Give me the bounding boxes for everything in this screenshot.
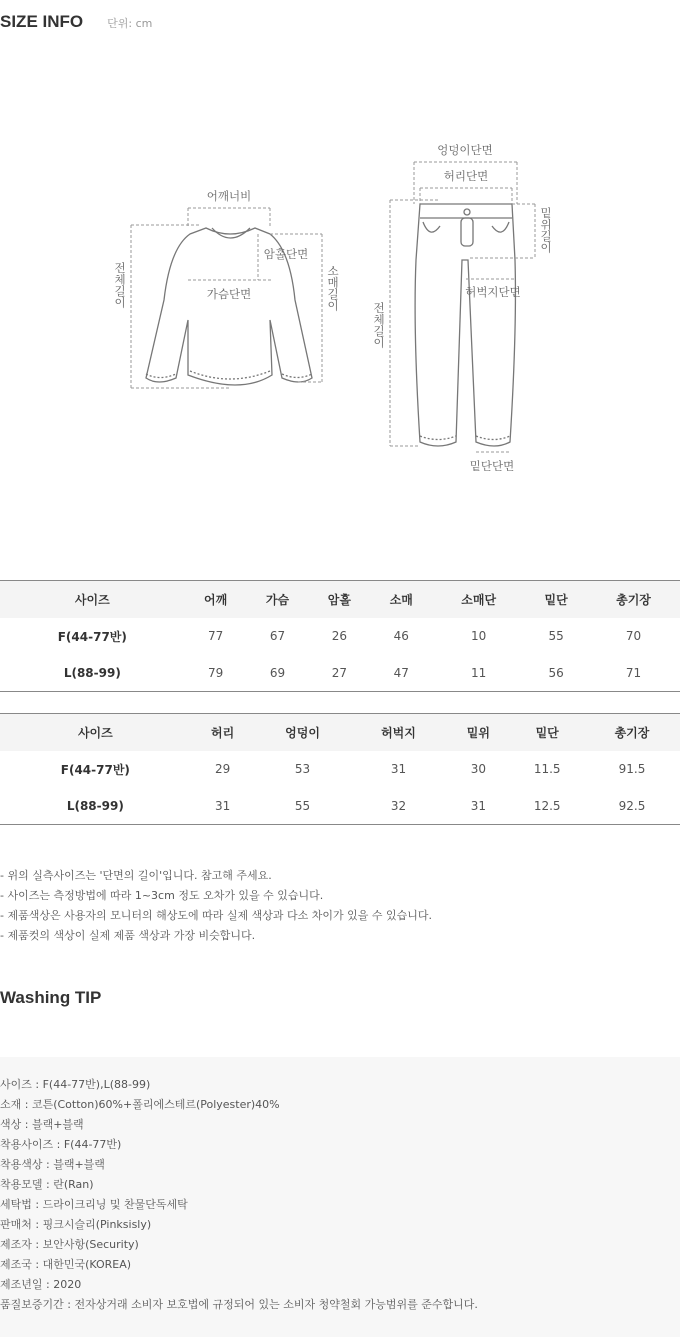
size-info-header xyxy=(0,12,152,32)
column-header: 엉덩이 xyxy=(255,714,351,751)
info-line: 소재 : 코튼(Cotton)60%+폴리에스테르(Polyester)40% xyxy=(0,1098,280,1111)
product-info-box xyxy=(0,1057,680,1337)
pants-illustration xyxy=(415,204,515,446)
table-cell: 31 xyxy=(215,798,231,813)
shoulder-width-label: 어깨너비 xyxy=(206,189,252,203)
hem-width-label: 밑단단면 xyxy=(469,459,515,473)
table-cell: F(44-77반) xyxy=(57,629,127,644)
column-header: 소매 xyxy=(370,581,432,618)
armhole-label: 암홀단면 xyxy=(263,247,309,261)
top-size-table xyxy=(0,580,680,692)
measurement-diagram xyxy=(0,130,680,480)
table-cell: 56 xyxy=(548,665,564,680)
table-cell: 55 xyxy=(548,629,564,643)
column-header: 가슴 xyxy=(247,581,309,618)
thigh-width-label: 허벅지단면 xyxy=(465,285,521,299)
pants-measure-lines xyxy=(390,162,535,452)
table-cell: 71 xyxy=(625,665,642,680)
table-cell: 31 xyxy=(390,762,407,776)
size-info-title: SIZE INFO xyxy=(0,12,84,31)
washing-tip-title: Washing TIP xyxy=(0,988,102,1007)
info-line: 판매처 : 핑크시슬리(Pinksisly) xyxy=(0,1218,152,1231)
info-line: 제조자 : 보안사항(Security) xyxy=(0,1238,139,1251)
table-cell: 10 xyxy=(471,629,487,643)
column-header: 허벅지 xyxy=(351,714,447,751)
size-notes xyxy=(0,866,432,946)
column-header: 밑단 xyxy=(525,581,587,618)
info-line: 제조국 : 대한민국(KOREA) xyxy=(0,1258,132,1271)
table-header-row xyxy=(0,581,680,618)
hip-width-label: 엉덩이단면 xyxy=(437,143,493,157)
info-line: 사이즈 : F(44-77반),L(88-99) xyxy=(0,1078,151,1091)
info-line: 착용사이즈 : F(44-77반) xyxy=(0,1138,122,1151)
column-header: 암홀 xyxy=(308,581,370,618)
table-cell: 79 xyxy=(207,665,224,680)
info-line: 착용모델 : 란(Ran) xyxy=(0,1178,94,1191)
table-cell: 31 xyxy=(470,798,487,813)
table-cell: 30 xyxy=(470,762,487,776)
table-cell: 53 xyxy=(294,762,311,776)
column-header: 허리 xyxy=(191,714,255,751)
column-header: 사이즈 xyxy=(0,714,191,751)
table-row xyxy=(0,751,680,788)
measurement-diagram-svg xyxy=(0,130,680,480)
waist-width-label: 허리단면 xyxy=(443,169,489,183)
sleeve-length-label: 소매길이 xyxy=(326,265,340,311)
info-line: 착용색상 : 블랙+블랙 xyxy=(0,1158,105,1171)
table-row xyxy=(0,618,680,655)
table-cell: L(88-99) xyxy=(66,798,124,813)
note-line: - 제품색상은 사용자의 모니터의 해상도에 따라 실제 색상과 다소 차이가 있을 수 있습니다. xyxy=(0,909,432,922)
table-cell: 91.5 xyxy=(618,762,646,776)
column-header: 어깨 xyxy=(185,581,247,618)
table-cell: 46 xyxy=(393,629,409,643)
note-line: - 제품컷의 색상이 실제 제품 색상과 가장 비슷합니다. xyxy=(0,929,256,942)
table-cell: 29 xyxy=(215,762,231,776)
table-cell: 27 xyxy=(331,665,348,680)
table-cell: 77 xyxy=(207,629,224,643)
info-line: 제조년일 : 2020 xyxy=(0,1278,82,1291)
table-cell: L(88-99) xyxy=(63,665,121,680)
column-header: 밑위 xyxy=(446,714,510,751)
table-cell: 12.5 xyxy=(533,798,561,813)
size-unit-label: 단위: cm xyxy=(107,17,153,30)
table-cell: 70 xyxy=(625,629,642,643)
column-header: 소매단 xyxy=(432,581,525,618)
column-header: 총기장 xyxy=(584,714,680,751)
table-row xyxy=(0,655,680,692)
table-cell: 32 xyxy=(390,798,407,813)
table-cell: 47 xyxy=(393,665,409,680)
table-cell: 11.5 xyxy=(533,762,561,776)
table-cell: 92.5 xyxy=(618,798,646,813)
table-row xyxy=(0,788,680,825)
pants-total-length-label: 전체길이 xyxy=(372,302,386,348)
table-cell: 55 xyxy=(294,798,311,813)
note-line: - 위의 실측사이즈는 '단면의 길이'입니다. 참고해 주세요. xyxy=(0,869,272,882)
table-cell: F(44-77반) xyxy=(60,762,130,777)
column-header: 총기장 xyxy=(587,581,680,618)
table-header-row xyxy=(0,714,680,751)
top-total-length-label: 전체길이 xyxy=(113,262,127,308)
note-line: - 사이즈는 측정방법에 따라 1~3cm 정도 오차가 있을 수 있습니다. xyxy=(0,889,324,902)
info-line: 색상 : 블랙+블랙 xyxy=(0,1118,84,1131)
bottom-size-table xyxy=(0,713,680,825)
chest-width-label: 가슴단면 xyxy=(206,287,252,301)
rise-length-label: 밑위길이 xyxy=(539,207,553,253)
table-cell: 69 xyxy=(269,665,286,680)
table-cell: 67 xyxy=(269,629,286,643)
table-cell: 26 xyxy=(331,629,348,643)
column-header: 사이즈 xyxy=(0,581,185,618)
column-header: 밑단 xyxy=(510,714,584,751)
table-cell: 11 xyxy=(471,665,487,680)
info-line: 품질보증기간 : 전자상거래 소비자 보호법에 규정되어 있는 소비자 청약철회 가능범위를 준수합니다. xyxy=(0,1298,478,1311)
info-line: 세탁법 : 드라이크리닝 및 찬물단독세탁 xyxy=(0,1198,188,1211)
